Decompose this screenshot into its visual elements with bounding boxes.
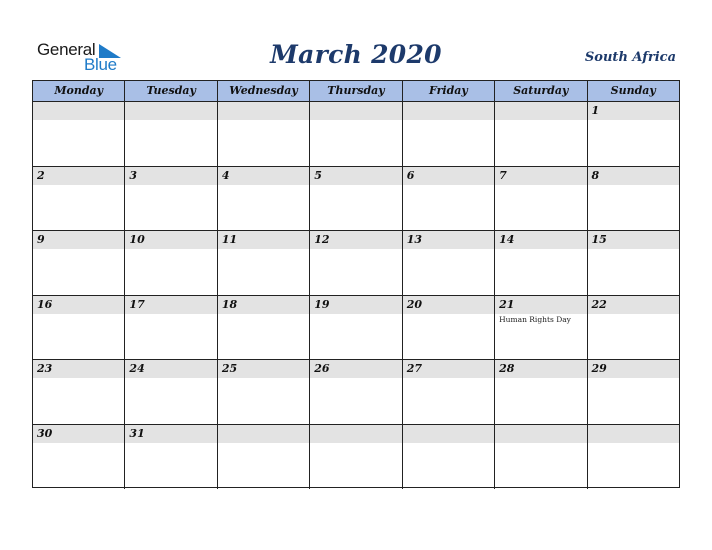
day-cell xyxy=(33,360,125,424)
day-number: 17 xyxy=(129,297,145,311)
day-cell xyxy=(403,296,495,360)
day-number: 5 xyxy=(314,168,322,182)
day-cell xyxy=(125,296,217,360)
day-number-bar xyxy=(218,296,309,314)
day-cell xyxy=(125,360,217,424)
day-cell xyxy=(218,167,310,231)
day-number-bar xyxy=(495,102,586,120)
day-number-bar xyxy=(495,360,586,378)
day-number: 19 xyxy=(314,297,330,311)
day-number-bar xyxy=(403,231,494,249)
day-number: 15 xyxy=(591,233,607,246)
day-cell xyxy=(310,296,402,360)
day-number-bar xyxy=(33,360,124,378)
day-cell xyxy=(33,296,125,360)
day-number: 3 xyxy=(129,168,138,182)
day-cell xyxy=(403,231,495,295)
weekday-wednesday: Wednesday xyxy=(218,81,310,101)
day-number: 16 xyxy=(37,297,53,311)
day-number: 18 xyxy=(221,297,238,311)
day-cell xyxy=(310,102,402,166)
day-number-bar xyxy=(588,360,679,378)
day-number-bar xyxy=(403,167,494,185)
logo-text-blue: Blue xyxy=(84,55,117,74)
day-number: 28 xyxy=(499,362,515,375)
logo-text-general: General xyxy=(37,40,96,59)
day-number: 7 xyxy=(499,168,507,182)
day-number: 24 xyxy=(129,362,145,375)
day-cell xyxy=(403,360,495,424)
day-number-bar xyxy=(125,296,216,314)
day-number: 1 xyxy=(591,104,600,117)
day-number-bar xyxy=(495,167,586,185)
day-cell xyxy=(125,425,217,490)
day-number-bar xyxy=(33,296,124,314)
day-number-bar xyxy=(125,231,216,249)
day-cell xyxy=(218,425,310,490)
day-number: 30 xyxy=(37,426,53,440)
holiday-label: Human Rights Day xyxy=(499,314,571,324)
day-cell xyxy=(310,360,402,424)
day-number: 20 xyxy=(406,297,422,311)
day-cell xyxy=(403,102,495,166)
day-cell xyxy=(495,296,587,360)
day-cell xyxy=(310,231,402,295)
day-cell xyxy=(33,231,125,295)
day-number-bar xyxy=(403,296,494,314)
day-number: 25 xyxy=(221,362,238,375)
day-cell xyxy=(495,360,587,424)
day-number-bar xyxy=(310,102,401,120)
day-number: 14 xyxy=(499,233,515,246)
country-label: South Africa xyxy=(584,50,676,65)
day-cell xyxy=(33,167,125,231)
day-cell xyxy=(310,425,402,490)
weekday-sunday: Sunday xyxy=(610,84,656,97)
day-cell xyxy=(495,167,587,231)
weekday-thursday: Thursday xyxy=(310,81,402,101)
day-number-bar xyxy=(218,231,309,249)
weekday-header-row xyxy=(33,81,679,102)
day-cell xyxy=(495,231,587,295)
day-number-bar xyxy=(218,360,309,378)
day-cell xyxy=(218,231,310,295)
day-cell xyxy=(403,167,495,231)
day-cell xyxy=(588,296,679,360)
day-number-bar xyxy=(33,167,124,185)
day-number-bar xyxy=(588,102,679,120)
day-number-bar xyxy=(33,102,124,120)
day-number-bar xyxy=(33,231,124,249)
day-number-bar xyxy=(218,102,309,120)
day-number: 13 xyxy=(406,233,422,246)
day-number: 2 xyxy=(37,168,45,182)
weekday-friday: Friday xyxy=(403,81,495,101)
week-row xyxy=(33,296,679,361)
day-cell xyxy=(588,425,679,490)
day-cell xyxy=(495,102,587,166)
day-cell xyxy=(33,425,125,490)
day-number-bar xyxy=(310,296,401,314)
day-number: 12 xyxy=(314,233,330,246)
day-number-bar xyxy=(125,167,216,185)
day-cell xyxy=(588,360,679,424)
day-number-bar xyxy=(125,102,216,120)
day-number: 26 xyxy=(314,362,330,375)
day-number-bar xyxy=(588,231,679,249)
weekday-monday: Monday xyxy=(33,81,125,101)
day-number-bar xyxy=(310,231,401,249)
day-cell xyxy=(495,425,587,490)
day-number: 4 xyxy=(221,168,230,182)
weekday-saturday: Saturday xyxy=(495,81,587,101)
day-cell xyxy=(310,167,402,231)
day-number-bar xyxy=(125,360,216,378)
day-cell xyxy=(125,167,217,231)
day-number-bar xyxy=(588,296,679,314)
day-number-bar xyxy=(403,360,494,378)
week-row xyxy=(33,360,679,425)
day-number: 8 xyxy=(591,168,600,182)
day-number-bar xyxy=(495,231,586,249)
day-cell xyxy=(125,102,217,166)
calendar-grid xyxy=(32,80,680,488)
day-number-bar xyxy=(588,167,679,185)
day-number: 11 xyxy=(221,233,238,246)
week-row xyxy=(33,102,679,167)
day-number: 22 xyxy=(591,297,607,311)
page-title: March 2020 xyxy=(270,40,442,69)
day-cell xyxy=(588,102,679,166)
day-cell xyxy=(218,360,310,424)
day-number-bar xyxy=(310,167,401,185)
weeks-container xyxy=(33,102,679,489)
day-number-bar xyxy=(310,425,401,443)
day-cell xyxy=(33,102,125,166)
day-number: 6 xyxy=(406,168,415,182)
day-number-bar xyxy=(33,425,124,443)
day-cell xyxy=(218,296,310,360)
day-number-bar xyxy=(495,425,586,443)
day-number: 10 xyxy=(129,233,145,246)
day-number-bar xyxy=(403,102,494,120)
day-number-bar xyxy=(125,425,216,443)
day-number-bar xyxy=(495,296,586,314)
day-cell xyxy=(588,167,679,231)
week-row xyxy=(33,425,679,490)
week-row xyxy=(33,231,679,296)
week-row xyxy=(33,167,679,232)
day-number-bar xyxy=(218,425,309,443)
day-cell xyxy=(588,231,679,295)
day-number: 29 xyxy=(591,362,607,375)
day-number: 27 xyxy=(406,362,422,375)
day-number-bar xyxy=(403,425,494,443)
day-cell xyxy=(218,102,310,166)
weekday-tuesday: Tuesday xyxy=(125,81,217,101)
day-number: 31 xyxy=(129,426,145,440)
day-number: 23 xyxy=(37,362,53,375)
day-number-bar xyxy=(310,360,401,378)
day-number-bar xyxy=(588,425,679,443)
day-number: 21 xyxy=(499,297,515,311)
day-number-bar xyxy=(218,167,309,185)
day-cell xyxy=(125,231,217,295)
day-number: 9 xyxy=(37,233,45,246)
day-cell xyxy=(403,425,495,490)
